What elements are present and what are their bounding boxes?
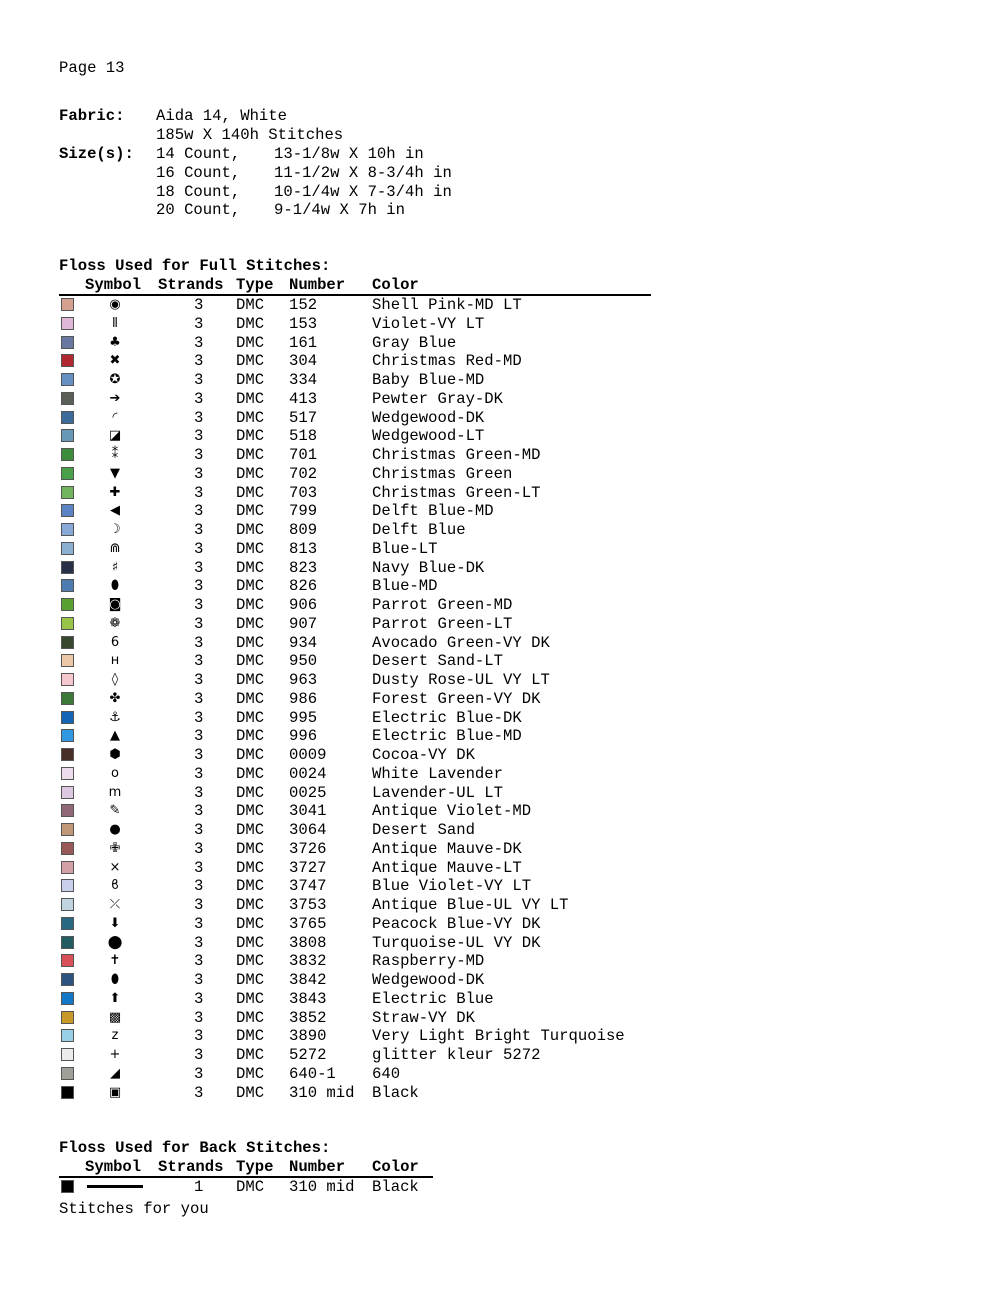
strands: 3	[194, 577, 204, 596]
number: 934	[289, 633, 318, 652]
color-name: Violet-VY LT	[372, 314, 485, 333]
number: 640-1	[289, 1064, 336, 1083]
number: 963	[289, 671, 318, 689]
stitch-symbol: ×	[109, 859, 121, 875]
stitch-symbol: ⬮	[110, 578, 120, 594]
number: 799	[289, 502, 318, 521]
color-swatch	[61, 936, 74, 949]
number: 906	[289, 596, 318, 614]
color-name: Desert Sand	[372, 821, 475, 839]
color-name: Turquoise-UL VY DK	[372, 933, 541, 952]
color-name: Navy Blue-DK	[372, 558, 485, 577]
stitch-symbol: ⬮	[110, 972, 120, 987]
color-name: Avocado Green-VY DK	[372, 633, 550, 652]
color-name: Peacock Blue-VY DK	[372, 914, 541, 933]
color-swatch	[61, 654, 74, 667]
color-name: Very Light Bright Turquoise	[372, 1027, 625, 1046]
fabric-value: Aida 14, White	[156, 107, 288, 125]
color-name: Antique Blue-UL VY LT	[372, 896, 569, 914]
type: DMC	[236, 633, 265, 652]
number: 703	[289, 483, 318, 502]
color-swatch	[61, 504, 74, 517]
type: DMC	[236, 989, 265, 1008]
stitch-symbol: ➔	[109, 390, 121, 406]
back-stitches-title: Floss Used for Back Stitches:	[59, 1139, 331, 1157]
strands: 3	[194, 633, 204, 652]
color-name: Electric Blue	[372, 989, 494, 1008]
type: DMC	[236, 727, 265, 746]
stitch-symbol: н	[110, 653, 120, 669]
type: DMC	[236, 371, 265, 389]
strands: 3	[194, 464, 204, 483]
stitch-symbol: ♣	[109, 334, 121, 350]
header-number: Number	[289, 276, 346, 294]
color-swatch	[61, 598, 74, 611]
type: DMC	[236, 296, 265, 314]
color-name: Raspberry-MD	[372, 952, 485, 971]
color-swatch	[61, 411, 74, 424]
number: 413	[289, 389, 318, 408]
color-swatch	[61, 954, 74, 967]
back-header-number: Number	[289, 1158, 346, 1176]
color-swatch	[61, 917, 74, 930]
stitch-symbol: ✤	[109, 690, 121, 706]
number: 161	[289, 333, 318, 352]
full-stitches-rule	[59, 294, 651, 296]
color-name: 640	[372, 1064, 401, 1083]
number: 152	[289, 296, 318, 314]
strands: 3	[194, 821, 204, 839]
color-swatch	[61, 973, 74, 986]
color-swatch	[61, 786, 74, 799]
color-swatch	[61, 561, 74, 574]
strands: 3	[194, 333, 204, 352]
strands: 3	[194, 314, 204, 333]
type: DMC	[236, 671, 265, 689]
color-swatch	[61, 673, 74, 686]
strands: 3	[194, 408, 204, 427]
strands: 3	[194, 502, 204, 521]
color-name: Wedgewood-DK	[372, 408, 485, 427]
color-swatch	[61, 1180, 74, 1193]
stitch-symbol: ▲	[110, 728, 120, 744]
color-swatch	[61, 392, 74, 405]
color-name: Black	[372, 1083, 419, 1102]
full-stitches-title: Floss Used for Full Stitches:	[59, 257, 331, 275]
color-name: Delft Blue	[372, 521, 466, 539]
strands: 3	[194, 783, 204, 802]
number: 304	[289, 352, 318, 371]
number: 986	[289, 689, 318, 708]
strands: 3	[194, 596, 204, 614]
strands: 3	[194, 689, 204, 708]
color-name: Black	[372, 1178, 419, 1196]
color-name: Antique Mauve-LT	[372, 858, 522, 877]
header-color: Color	[372, 276, 419, 294]
number: 995	[289, 708, 318, 727]
type: DMC	[236, 764, 265, 783]
number: 826	[289, 577, 318, 596]
strands: 3	[194, 521, 204, 539]
page-label: Page 13	[59, 59, 125, 77]
color-swatch	[61, 542, 74, 555]
number: 0025	[289, 783, 327, 802]
stitch-symbol: ♯	[111, 559, 119, 575]
color-name: Electric Blue-MD	[372, 727, 522, 746]
stitch-symbol: ⬇	[109, 915, 121, 931]
number: 3832	[289, 952, 327, 971]
color-swatch	[61, 579, 74, 592]
color-name: Cocoa-VY DK	[372, 746, 475, 764]
strands: 3	[194, 708, 204, 727]
type: DMC	[236, 446, 265, 464]
number: 3064	[289, 821, 327, 839]
type: DMC	[236, 933, 265, 952]
number: 5272	[289, 1046, 327, 1064]
color-name: Baby Blue-MD	[372, 371, 485, 389]
type: DMC	[236, 1027, 265, 1046]
color-swatch	[61, 898, 74, 911]
stitch-symbol: ✎	[109, 803, 121, 819]
color-name: Pewter Gray-DK	[372, 389, 504, 408]
strands: 3	[194, 952, 204, 971]
stitch-symbol: z	[111, 1028, 119, 1044]
type: DMC	[236, 1008, 265, 1027]
strands: 3	[194, 446, 204, 464]
color-name: White Lavender	[372, 764, 504, 783]
number: 310 mid	[289, 1178, 355, 1196]
color-name: Shell Pink-MD LT	[372, 296, 522, 314]
stitch-symbol: ⬢	[109, 747, 121, 762]
color-name: Parrot Green-LT	[372, 614, 513, 633]
color-swatch	[61, 373, 74, 386]
strands: 3	[194, 989, 204, 1008]
number: 701	[289, 446, 318, 464]
type: DMC	[236, 1064, 265, 1083]
strands: 3	[194, 858, 204, 877]
strands: 3	[194, 371, 204, 389]
color-name: Electric Blue-DK	[372, 708, 522, 727]
number: 996	[289, 727, 318, 746]
back-header-symbol: Symbol	[85, 1158, 142, 1176]
back-header-strands: Strands	[158, 1158, 224, 1176]
color-swatch	[61, 354, 74, 367]
color-name: Desert Sand-LT	[372, 652, 504, 671]
type: DMC	[236, 502, 265, 521]
color-swatch	[61, 804, 74, 817]
color-swatch	[61, 486, 74, 499]
type: DMC	[236, 614, 265, 633]
number: 907	[289, 614, 318, 633]
color-swatch	[61, 429, 74, 442]
strands: 3	[194, 427, 204, 446]
type: DMC	[236, 746, 265, 764]
color-swatch	[61, 729, 74, 742]
size-dimensions: 11-1/2w X 8-3/4h in	[274, 163, 452, 182]
type: DMC	[236, 839, 265, 858]
color-swatch	[61, 1011, 74, 1024]
stitch-symbol: ⁑	[111, 447, 119, 462]
size-dimensions: 9-1/4w X 7h in	[274, 201, 406, 220]
number: 3726	[289, 839, 327, 858]
type: DMC	[236, 708, 265, 727]
stitch-count: 185w X 140h Stitches	[156, 126, 344, 144]
color-name: Christmas Red-MD	[372, 352, 522, 371]
strands: 3	[194, 839, 204, 858]
stitch-symbol: ✝	[109, 953, 121, 969]
stitch-symbol: ◙	[108, 597, 122, 612]
strands: 3	[194, 727, 204, 746]
number: 3753	[289, 896, 327, 914]
number: 702	[289, 464, 318, 483]
stitch-symbol: ϐ	[111, 878, 119, 894]
number: 0009	[289, 746, 327, 764]
stitch-symbol: ⚓	[109, 709, 121, 725]
strands: 3	[194, 746, 204, 764]
number: 3852	[289, 1008, 327, 1027]
strands: 3	[194, 1083, 204, 1102]
stitch-symbol: ✚	[109, 484, 121, 500]
color-swatch	[61, 1067, 74, 1080]
color-name: Blue-LT	[372, 539, 438, 558]
number: 823	[289, 558, 318, 577]
color-swatch	[61, 336, 74, 349]
color-name: Lavender-UL LT	[372, 783, 504, 802]
stitch-symbol: o	[111, 765, 119, 781]
color-swatch	[61, 992, 74, 1005]
strands: 3	[194, 389, 204, 408]
color-swatch	[61, 617, 74, 630]
color-swatch	[61, 1029, 74, 1042]
type: DMC	[236, 896, 265, 914]
stitch-symbol: ◪	[108, 428, 122, 444]
color-name: Antique Violet-MD	[372, 802, 532, 821]
stitch-symbol: ⬤	[107, 934, 123, 950]
strands: 3	[194, 539, 204, 558]
stitch-symbol: ❁	[109, 615, 121, 631]
strands: 3	[194, 483, 204, 502]
strands: 3	[194, 1008, 204, 1027]
number: 809	[289, 521, 318, 539]
number: 3727	[289, 858, 327, 877]
number: 518	[289, 427, 318, 446]
color-swatch	[61, 1048, 74, 1061]
color-swatch	[61, 711, 74, 724]
color-swatch	[61, 448, 74, 461]
stitch-symbol: ◜	[112, 409, 118, 425]
color-name: Christmas Green-MD	[372, 446, 541, 464]
number: 3842	[289, 971, 327, 989]
number: 3808	[289, 933, 327, 952]
color-name: Parrot Green-MD	[372, 596, 513, 614]
type: DMC	[236, 689, 265, 708]
strands: 3	[194, 652, 204, 671]
type: DMC	[236, 952, 265, 971]
back-header-type: Type	[236, 1158, 274, 1176]
color-swatch	[61, 767, 74, 780]
stitch-symbol: ▼	[110, 465, 120, 481]
strands: 3	[194, 933, 204, 952]
stitch-symbol: ◉	[109, 297, 121, 312]
type: DMC	[236, 389, 265, 408]
number: 517	[289, 408, 318, 427]
color-name: Antique Mauve-DK	[372, 839, 522, 858]
footer-text: Stitches for you	[59, 1200, 209, 1218]
size-dimensions: 13-1/8w X 10h in	[274, 145, 424, 163]
type: DMC	[236, 1083, 265, 1102]
strands: 3	[194, 802, 204, 821]
strands: 3	[194, 1064, 204, 1083]
type: DMC	[236, 314, 265, 333]
stitch-symbol: ☽	[109, 522, 121, 537]
number: 3890	[289, 1027, 327, 1046]
color-swatch	[61, 636, 74, 649]
color-name: Christmas Green	[372, 464, 513, 483]
color-name: Forest Green-VY DK	[372, 689, 541, 708]
size-count: 18 Count,	[156, 182, 241, 201]
stitch-symbol: ✪	[109, 372, 121, 387]
type: DMC	[236, 539, 265, 558]
type: DMC	[236, 858, 265, 877]
color-name: Straw-VY DK	[372, 1008, 475, 1027]
type: DMC	[236, 333, 265, 352]
number: 3747	[289, 877, 327, 896]
color-name: Wedgewood-DK	[372, 971, 485, 989]
color-name: Delft Blue-MD	[372, 502, 494, 521]
fabric-label: Fabric:	[59, 107, 125, 125]
type: DMC	[236, 1178, 265, 1196]
back-header-color: Color	[372, 1158, 419, 1176]
color-name: Wedgewood-LT	[372, 427, 485, 446]
stitch-symbol: ◀	[110, 503, 120, 519]
type: DMC	[236, 821, 265, 839]
color-swatch	[61, 1086, 74, 1099]
number: 153	[289, 314, 318, 333]
color-name: Dusty Rose-UL VY LT	[372, 671, 550, 689]
stitch-symbol: ⬆	[109, 990, 121, 1006]
stitch-symbol: ◊	[111, 672, 119, 687]
type: DMC	[236, 802, 265, 821]
sizes-label: Size(s):	[59, 145, 134, 163]
color-swatch	[61, 317, 74, 330]
number: 950	[289, 652, 318, 671]
strands: 1	[194, 1178, 204, 1196]
color-swatch	[61, 298, 74, 311]
stitch-symbol: ⋒	[109, 540, 121, 556]
strands: 3	[194, 352, 204, 371]
stitch-symbol: ✖	[109, 353, 121, 369]
backstitch-line-symbol	[87, 1185, 143, 1188]
size-count: 16 Count,	[156, 163, 241, 182]
stitch-symbol: ✙	[109, 840, 121, 856]
strands: 3	[194, 896, 204, 914]
size-dimensions: 10-1/4w X 7-3/4h in	[274, 182, 452, 201]
type: DMC	[236, 596, 265, 614]
stitch-symbol: ◢	[110, 1065, 120, 1081]
color-name: Christmas Green-LT	[372, 483, 541, 502]
number: 3843	[289, 989, 327, 1008]
type: DMC	[236, 1046, 265, 1064]
color-swatch	[61, 842, 74, 855]
type: DMC	[236, 352, 265, 371]
type: DMC	[236, 783, 265, 802]
stitch-symbol: ⦀	[112, 315, 118, 331]
type: DMC	[236, 577, 265, 596]
header-symbol: Symbol	[85, 276, 142, 294]
strands: 3	[194, 877, 204, 896]
color-name: Blue-MD	[372, 577, 438, 596]
strands: 3	[194, 1046, 204, 1064]
number: 334	[289, 371, 318, 389]
size-count: 14 Count,	[156, 145, 241, 163]
strands: 3	[194, 671, 204, 689]
stitch-symbol: +	[109, 1047, 121, 1062]
type: DMC	[236, 877, 265, 896]
color-name: Gray Blue	[372, 333, 457, 352]
color-swatch	[61, 823, 74, 836]
color-swatch	[61, 467, 74, 480]
type: DMC	[236, 652, 265, 671]
stitch-symbol: ●	[109, 822, 121, 837]
number: 0024	[289, 764, 327, 783]
strands: 3	[194, 296, 204, 314]
color-swatch	[61, 523, 74, 536]
color-swatch	[61, 879, 74, 892]
strands: 3	[194, 1027, 204, 1046]
color-swatch	[61, 748, 74, 761]
strands: 3	[194, 558, 204, 577]
number: 3765	[289, 914, 327, 933]
type: DMC	[236, 464, 265, 483]
number: 310 mid	[289, 1083, 355, 1102]
type: DMC	[236, 408, 265, 427]
type: DMC	[236, 427, 265, 446]
type: DMC	[236, 521, 265, 539]
header-type: Type	[236, 276, 274, 294]
number: 813	[289, 539, 318, 558]
type: DMC	[236, 914, 265, 933]
stitch-symbol: ▣	[108, 1084, 122, 1100]
color-swatch	[61, 692, 74, 705]
strands: 3	[194, 914, 204, 933]
stitch-symbol: ▩	[108, 1009, 122, 1025]
stitch-symbol: m	[108, 784, 122, 800]
strands: 3	[194, 764, 204, 783]
strands: 3	[194, 971, 204, 989]
stitch-symbol: 6	[110, 634, 120, 650]
type: DMC	[236, 483, 265, 502]
color-name: Blue Violet-VY LT	[372, 877, 532, 896]
strands: 3	[194, 614, 204, 633]
type: DMC	[236, 558, 265, 577]
size-count: 20 Count,	[156, 201, 241, 220]
header-strands: Strands	[158, 276, 224, 294]
number: 3041	[289, 802, 327, 821]
type: DMC	[236, 971, 265, 989]
color-swatch	[61, 861, 74, 874]
stitch-symbol: ⤫	[109, 897, 121, 912]
color-name: glitter kleur 5272	[372, 1046, 541, 1064]
